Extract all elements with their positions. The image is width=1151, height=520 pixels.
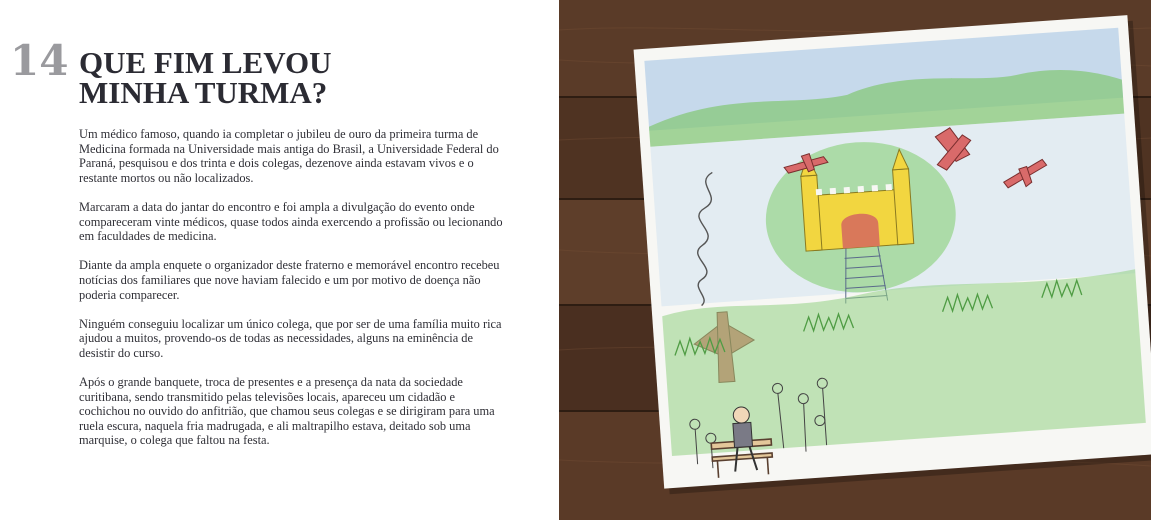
paragraph: Diante da ampla enquete o organizador deste fraterno e memorável encontro recebeu notícias dos familiares que nove haviam falecido e um por motivo de doença não poderia comparecer. (79, 258, 500, 302)
chapter-body (79, 127, 504, 463)
illustration-panel (559, 0, 1151, 520)
title-line-2: MINHA TURMA? (79, 75, 328, 110)
chapter-title (79, 45, 479, 110)
paragraph: Um médico famoso, quando ia completar o jubileu de ouro da primeira turma de Medicina formada na Universidade mais antiga do Brasil, a Universidade Federal do Paraná, pesquisou e dos trinta e dois colegas, dezenove ainda estavam vivos e o restante mortos ou não localizados. (79, 127, 499, 185)
paragraph: Após o grande banquete, troca de presentes e a presença da nata da sociedade curitibana, sendo transmitido pelas televisões locais, apareceu um cidadão e cochichou no ouvido do anfitrião, que chamou seus colegas e se dirigiram para uma ruela escura, naquela fria madrugada, e ali maltrapilho estava, deitado sob uma marquise, o colega que faltou na festa. (79, 375, 495, 448)
title-line-1: QUE FIM LEVOU (79, 45, 332, 80)
child-drawing-castle-airplanes-icon (559, 0, 1151, 520)
paragraph: Ninguém conseguiu localizar um único colega, que por ser de uma família muito rica ajudou a muitos, provendo-os de todas as necessidades, alguns na eminência de desistir do curso. (79, 316, 502, 360)
paragraph: Marcaram a data do jantar do encontro e foi ampla a divulgação do evento onde compareceram vinte médicos, quase todos ainda exercendo a profissão ou lecionando em faculdades de medicina. (79, 199, 503, 244)
chapter-number: 14 (10, 36, 69, 85)
text-page (0, 0, 558, 520)
